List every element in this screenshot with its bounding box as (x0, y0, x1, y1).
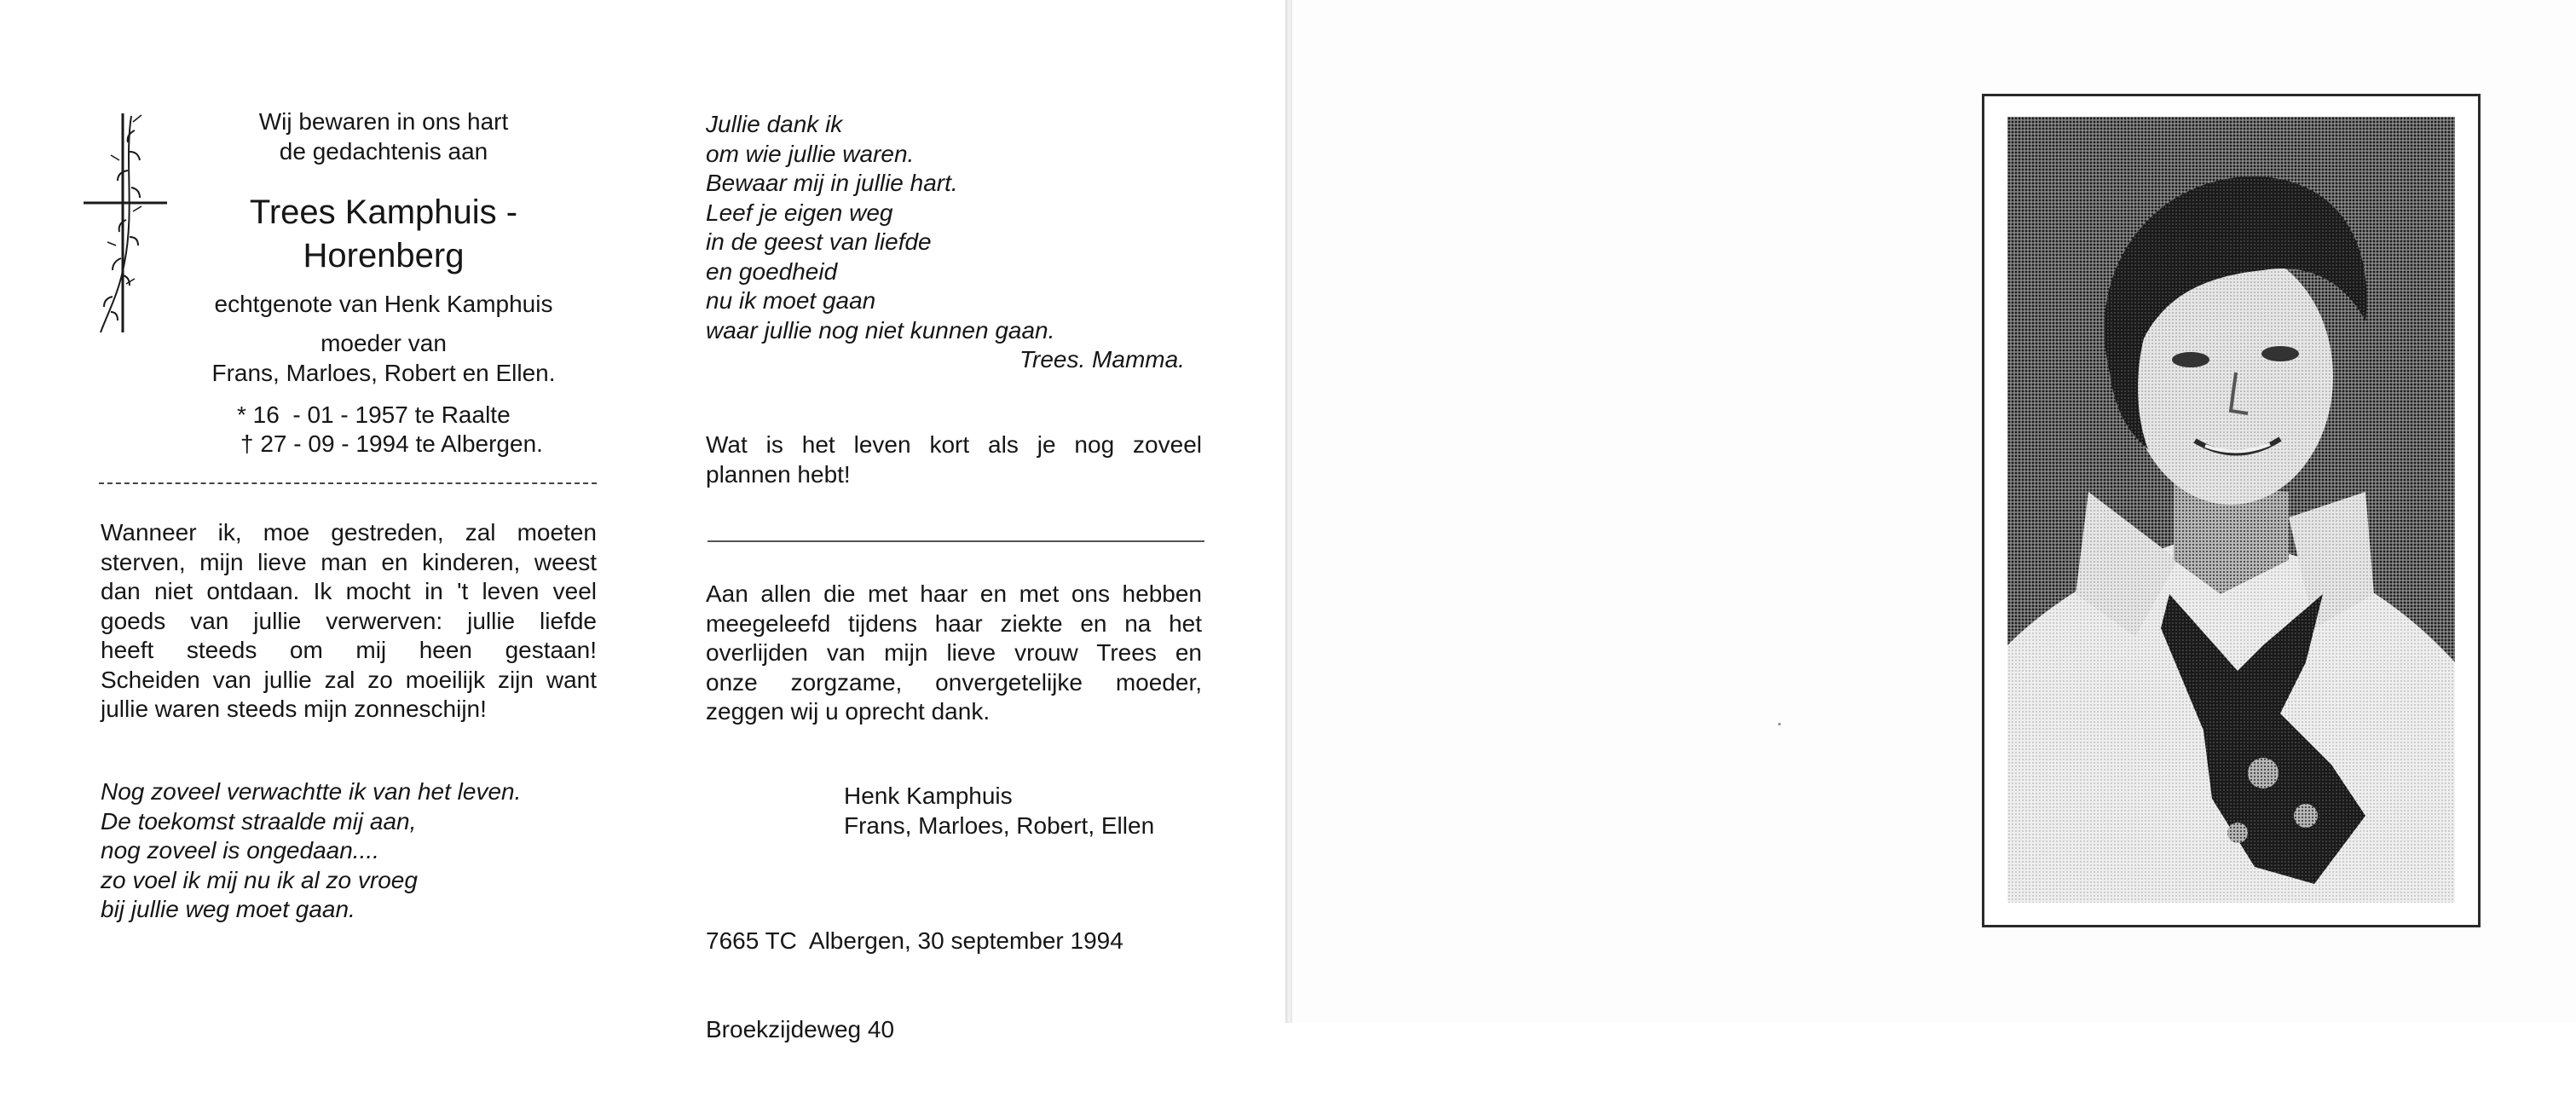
name-line-2: Horenberg (303, 237, 465, 274)
thanks-line: overlijden van mijn lieve vrouw Trees en (706, 639, 1202, 666)
death-date: † 27 - 09 - 1994 te Albergen. (240, 430, 543, 457)
thanks-line: onze zorgzame, onvergetelijke moeder, (706, 668, 1202, 696)
left-poem (101, 777, 521, 925)
poem-line: Nog zoveel verwachtte ik van het leven. (101, 778, 522, 805)
portrait-frame (1982, 94, 2481, 927)
thanks-line: zeggen wij u oprecht dank. (706, 698, 991, 725)
intro-line-2: de gedachtenis aan (279, 137, 488, 165)
mother-of (128, 329, 639, 388)
poem-line: nog zoveel is ongedaan.... (101, 837, 379, 863)
signatory-line: Frans, Marloes, Robert, Ellen (844, 811, 1155, 839)
quote-line: plannen hebt! (706, 460, 851, 488)
farewell-line: heeft steeds om mij heen gestaan! (101, 637, 597, 663)
portrait-photo (2007, 117, 2455, 903)
deceased-name (128, 191, 639, 278)
thanks-text (706, 580, 1202, 727)
thanks-line: Aan allen die met haar en met ons hebben (706, 580, 1202, 607)
farewell-line: sterven, mijn lieve man en kinderen, weest (101, 548, 597, 575)
intro-line-1: Wij bewaren in ons hart (258, 108, 509, 135)
paper-speck (1778, 723, 1781, 725)
poem-line: bij jullie weg moet gaan. (101, 896, 355, 922)
farewell-line: Wanneer ik, moe gestreden, zal moeten (101, 519, 597, 546)
poem-line: nu ik moet gaan (706, 287, 876, 314)
birth-date: * 16 - 01 - 1957 te Raalte (237, 401, 511, 428)
address-block (706, 868, 1123, 1103)
farewell-line: dan niet ontdaan. Ik mocht in 't leven veel (101, 578, 597, 604)
life-quote (706, 430, 1202, 489)
right-poem (706, 110, 1054, 345)
quote-line: Wat is het leven kort als je nog zoveel (706, 431, 1202, 458)
intro-text (128, 107, 639, 166)
farewell-line: jullie waren steeds mijn zonneschijn! (101, 696, 487, 722)
poem-line: De toekomst straalde mij aan, (101, 807, 417, 834)
thanks-line: meegeleefd tijdens haar ziekte en na het (706, 609, 1202, 637)
children-names: Frans, Marloes, Robert en Ellen. (211, 359, 556, 386)
address-line: Broekzijdeweg 40 (706, 1015, 895, 1042)
solid-divider (708, 540, 1204, 542)
poem-line: in de geest van liefde (706, 228, 932, 255)
dashed-divider (99, 482, 597, 484)
farewell-text (101, 518, 597, 725)
poem-line: en goedheid (706, 257, 838, 285)
address-line: 7665 TC Albergen, 30 september 1994 (706, 927, 1123, 954)
spouse-line: echtgenote van Henk Kamphuis (214, 291, 553, 317)
poem-line: Leef je eigen weg (706, 199, 893, 226)
poem-line: Jullie dank ik (706, 111, 843, 137)
card-inner-spread (0, 0, 1285, 1042)
poem-signature: Trees. Mamma. (1019, 346, 1185, 372)
farewell-line: Scheiden van jullie zal zo moeilijk zijn want (101, 666, 597, 693)
card-fold (1285, 0, 1292, 1023)
signatories (844, 782, 1154, 840)
signatory-line: Henk Kamphuis (844, 782, 1013, 809)
portrait-illustration (2007, 117, 2455, 903)
name-line-1: Trees Kamphuis - (249, 193, 518, 231)
farewell-line: goeds van jullie verwerven: jullie liefde (101, 607, 597, 634)
poem-line: Bewaar mij in jullie hart. (706, 170, 958, 196)
poem-line: zo voel ik mij nu ik al zo vroeg (101, 866, 418, 893)
poem-line: waar jullie nog niet kunnen gaan. (706, 316, 1055, 344)
poem-line: om wie jullie waren. (706, 140, 915, 167)
mother-of-line-1: moeder van (321, 330, 447, 356)
